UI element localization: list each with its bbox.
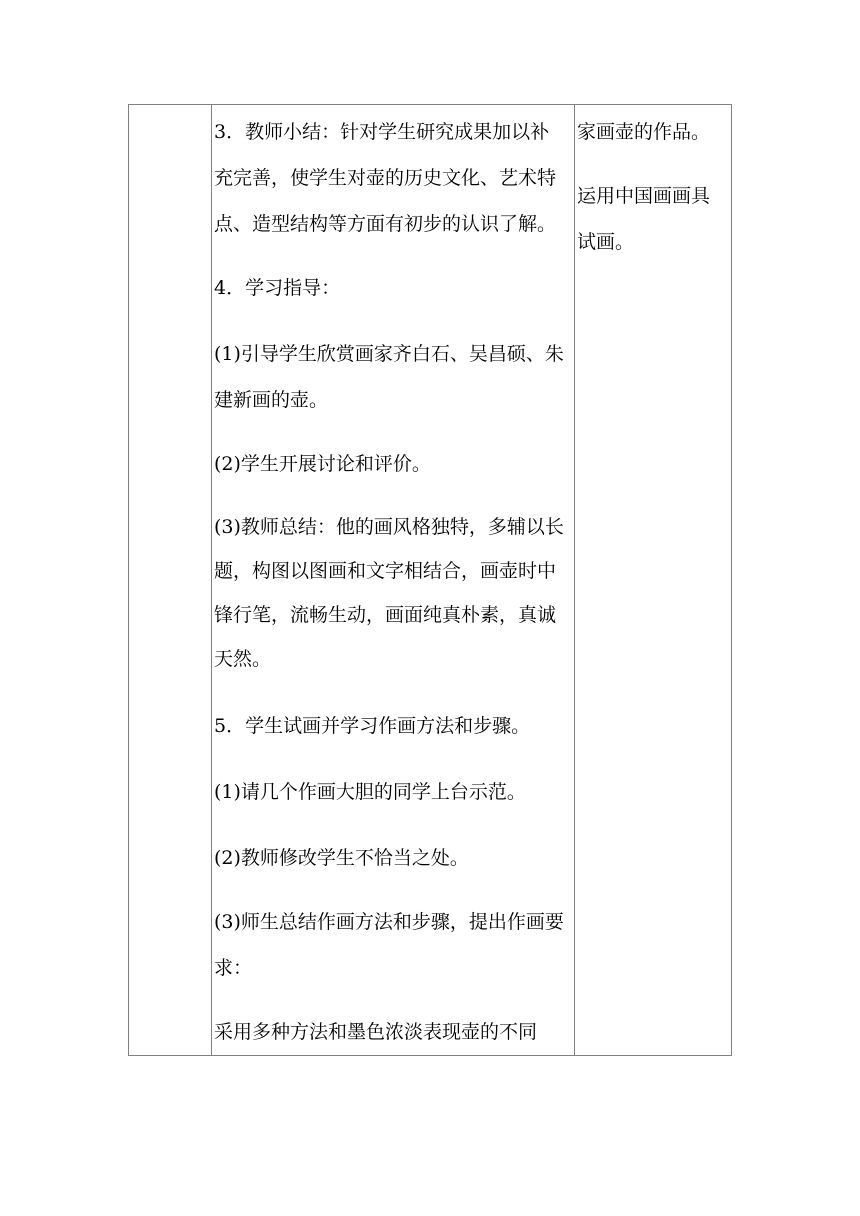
text-line: 点、造型结构等方面有初步的认识了解。: [214, 213, 557, 235]
text-line: 运用中国画画具: [577, 185, 711, 207]
text-line: (2)学生开展讨论和评价。: [214, 453, 431, 475]
paragraph-appreciate: [212, 331, 574, 423]
text-line: 锋行笔，流畅生动，画面纯真朴素，真诚: [214, 604, 557, 626]
text-line: 4．学习指导：: [214, 277, 341, 299]
text-line: 天然。: [214, 648, 272, 670]
text-line: (2)教师修改学生不恰当之处。: [214, 847, 469, 869]
paragraph-teacher-conclusion: [212, 505, 574, 681]
paragraph-learning-guidance: [212, 265, 574, 311]
text-line: 试画。: [577, 231, 635, 253]
text-line: 题，构图以图画和文字相结合，画壶时中: [214, 560, 557, 582]
table-column-student-activity: [575, 105, 731, 1055]
paragraph-teacher-summary: [212, 109, 574, 247]
text-line: 采用多种方法和墨色浓淡表现壶的不同: [214, 1021, 538, 1043]
text-line: 5．学生试画并学习作画方法和步骤。: [214, 715, 531, 737]
text-line: 求：: [214, 957, 253, 979]
paragraph-methods: [212, 1009, 574, 1055]
paragraph-discussion: [212, 441, 574, 487]
text-line: (3)师生总结作画方法和步骤，提出作画要: [214, 911, 564, 933]
text-line: 家画壶的作品。: [577, 121, 711, 143]
table-column-procedure: [212, 105, 575, 1055]
paragraph-correction: [212, 835, 574, 881]
paragraph-trial-painting: [575, 173, 731, 265]
table-column-left: [129, 105, 212, 1055]
text-line: (3)教师总结：他的画风格独特，多辅以长: [214, 516, 564, 538]
paragraph-artwork: [575, 109, 731, 155]
text-line: (1)请几个作画大胆的同学上台示范。: [214, 781, 526, 803]
text-line: 充完善，使学生对壶的历史文化、艺术特: [214, 167, 557, 189]
text-line: 建新画的壶。: [214, 389, 329, 411]
text-line: 3．教师小结：针对学生研究成果加以补: [214, 121, 550, 143]
paragraph-summary-steps: [212, 899, 574, 991]
paragraph-demonstration: [212, 769, 574, 815]
paragraph-trial-drawing: [212, 703, 574, 749]
text-line: (1)引导学生欣赏画家齐白石、吴昌硕、朱: [214, 343, 564, 365]
lesson-table: [128, 104, 732, 1056]
